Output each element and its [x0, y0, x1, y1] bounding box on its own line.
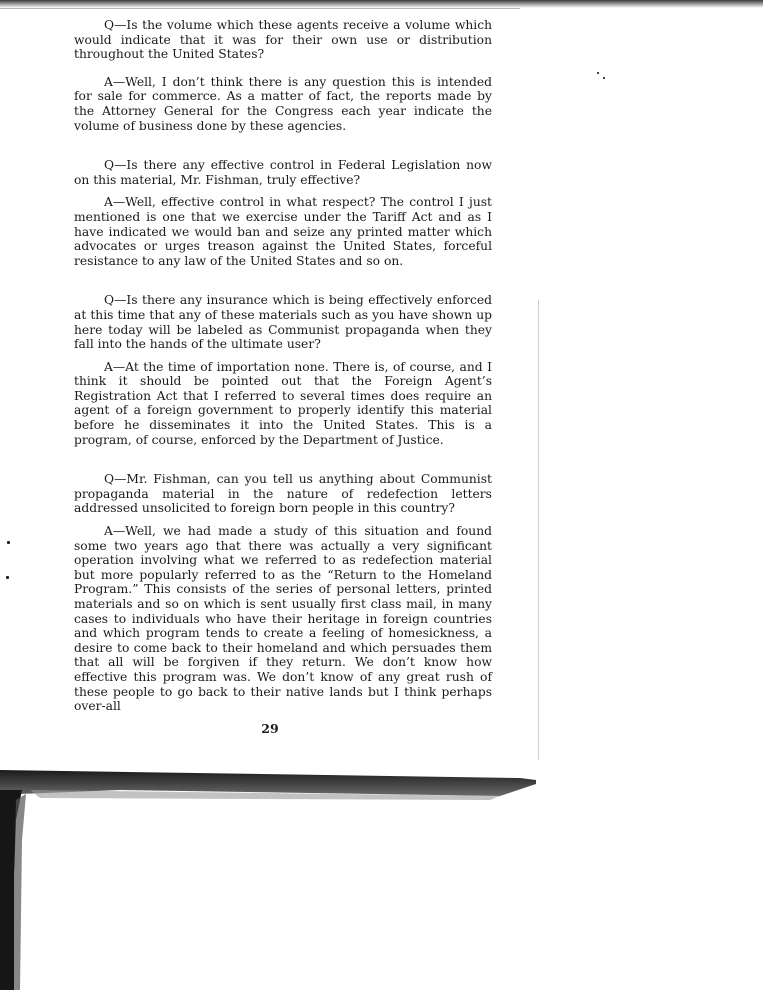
- page-number: 29: [261, 721, 279, 736]
- question-paragraph: Q—Mr. Fishman, can you tell us anything about Communist propaganda material in the nature of redefection letters addressed unsolicited to foreign born people in this country?: [74, 472, 492, 516]
- scan-top-line: [0, 8, 520, 9]
- scan-top-edge: [0, 0, 763, 8]
- answer-paragraph: A—Well, I don’t think there is any question this is intended for sale for commerce. As a matter of fact, the reports made by the Attorney General for the Congress each year indicate the volume of business done by these agencies.: [74, 74, 492, 133]
- scan-mark: [7, 541, 10, 544]
- question-paragraph: Q—Is there any insurance which is being effectively enforced at this time that any of these materials such as you have shown up here today will be labeled as Communist propaganda when they fall into the hands of the ultimate user?: [74, 293, 492, 352]
- document-body: [74, 18, 492, 714]
- scan-margin-line: [538, 300, 539, 760]
- scan-mark: [6, 576, 9, 579]
- answer-paragraph: A—At the time of importation none. There is, of course, and I think it should be pointed out that the Foreign Agent’s Registration Act that I referred to several times does require an agent of a foreign government to properly identify this material before he disseminates it into the United States. This is a program, of course, enforced by the Department of Justice.: [74, 359, 492, 447]
- scan-speck: [603, 77, 605, 79]
- answer-paragraph: A—Well, effective control in what respect? The control I just mentioned is one that we exercise under the Tariff Act and as I have indicated we would ban and seize any printed matter which advocates or urges treason against the United States, forceful resistance to any law of the United States and so on.: [74, 195, 492, 268]
- question-paragraph: Q—Is there any effective control in Federal Legislation now on this material, Mr. Fishman, truly effective?: [74, 158, 492, 187]
- scan-speck: [597, 72, 599, 74]
- book-edge-shadow: [0, 760, 763, 990]
- question-paragraph: Q—Is the volume which these agents receive a volume which would indicate that it was for their own use or distribution throughout the United States?: [74, 18, 492, 62]
- answer-paragraph: A—Well, we had made a study of this situation and found some two years ago that there was actually a very significant operation involving what we referred to as redefection material but more popularly referred to as the “Return to the Homeland Program.” This consists of the series of personal letters, printed materials and so on which is sent usually first class mail, in many cases to individuals who have their heritage in foreign countries and which program tends to create a feeling of homesickness, a desire to come back to their homeland and which persuades them that all will be forgiven if they return. We don’t know how effective this program was. We don’t know of any great rush of these people to go back to their native lands but I think perhaps over-all: [74, 524, 492, 714]
